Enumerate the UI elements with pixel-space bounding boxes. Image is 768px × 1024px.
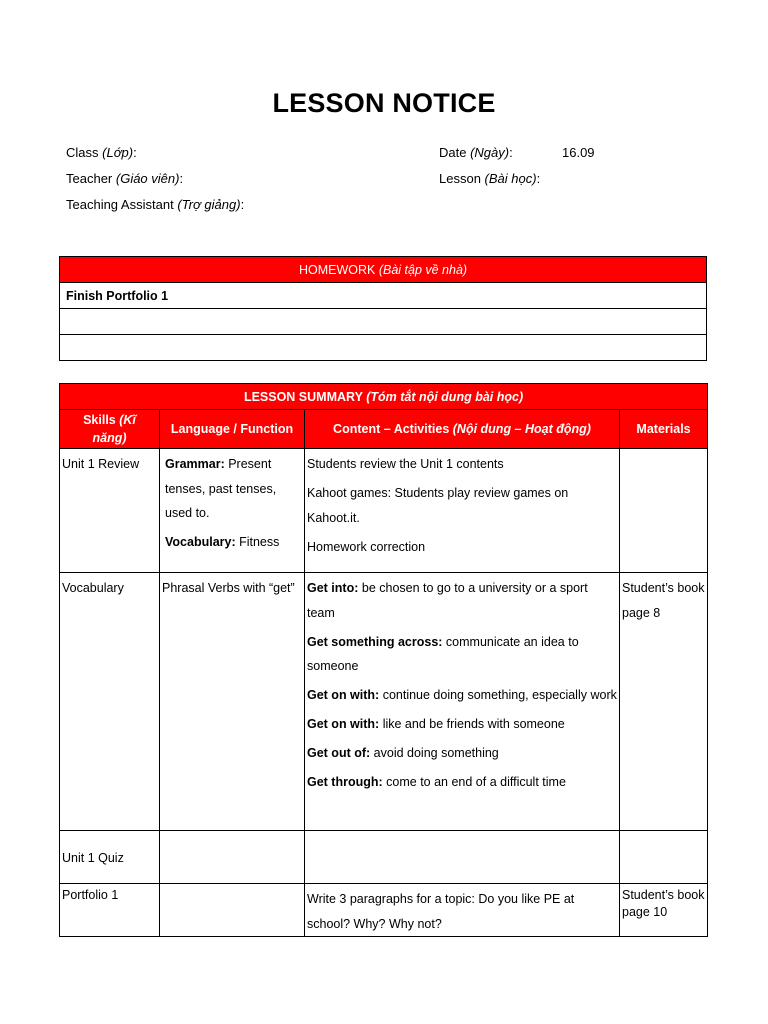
phrasal-verb-meaning: continue doing something, especially work: [379, 688, 617, 702]
skill-cell: Unit 1 Quiz: [60, 831, 160, 884]
class-label: Class: [66, 145, 99, 160]
colon: :: [133, 145, 137, 160]
skill-cell: Portfolio 1: [60, 884, 160, 937]
homework-row: [60, 309, 707, 335]
table-row: [60, 831, 708, 884]
lesson-summary-header-label-vi: (Tóm tắt nội dung bài học): [366, 389, 524, 404]
content-line: Kahoot games: Students play review games on Kahoot.it.: [307, 486, 569, 525]
phrasal-verb-meaning: avoid doing something: [370, 746, 499, 760]
homework-row: [60, 335, 707, 361]
teacher-label-vi: (Giáo viên): [115, 171, 180, 186]
language-term: Vocabulary:: [165, 535, 236, 549]
table-row: [60, 884, 708, 937]
language-term: Grammar:: [165, 457, 225, 471]
date-label: Date: [439, 145, 467, 160]
date-value: 16.09: [562, 145, 595, 160]
col-header-skills: [60, 410, 160, 449]
materials-cell: [620, 831, 708, 884]
date-label-vi: (Ngày): [470, 145, 510, 160]
phrasal-verb: Get on with:: [307, 717, 380, 731]
phrasal-verb-meaning: be chosen to go to a university or a sport team: [307, 581, 588, 620]
content-line: [307, 683, 617, 708]
ta-label-vi: (Trợ giảng): [177, 197, 241, 212]
homework-table: [59, 256, 707, 361]
content-line: [307, 630, 617, 679]
content-line: Students review the Unit 1 contents: [307, 457, 504, 471]
page-title: LESSON NOTICE: [272, 88, 496, 118]
content-cell: [305, 573, 620, 831]
teacher-label: Teacher: [66, 171, 113, 186]
content-cell: [305, 449, 620, 573]
col-header-language: Language / Function: [160, 410, 305, 449]
content-line: [307, 770, 617, 795]
colon: :: [536, 171, 541, 186]
lesson-label: Lesson: [439, 171, 481, 186]
phrasal-verb: Get through:: [307, 775, 383, 789]
phrasal-verb-meaning: like and be friends with someone: [379, 717, 565, 731]
skill-cell: Vocabulary: [60, 573, 160, 831]
skill-cell: Unit 1 Review: [60, 449, 160, 573]
class-label-vi: (Lớp): [102, 145, 134, 160]
colon: :: [240, 197, 245, 212]
homework-header-label: HOMEWORK: [298, 262, 376, 277]
skills-label: Skills: [83, 413, 116, 427]
col-header-content: [305, 410, 620, 449]
phrasal-verb-meaning: communicate an idea to someone: [307, 634, 579, 673]
content-label: Content – Activities: [333, 422, 450, 436]
content-line: [307, 576, 617, 625]
homework-header: [60, 257, 707, 283]
phrasal-verb: Get into:: [307, 581, 359, 595]
language-line: [162, 452, 302, 526]
phrasal-verb: Get out of:: [307, 746, 371, 760]
content-line: [307, 712, 617, 737]
ta-field: [66, 197, 244, 212]
date-field: [439, 145, 513, 160]
phrasal-verb: Get on with:: [307, 688, 380, 702]
materials-cell: Student’s book page 10: [620, 884, 708, 937]
phrasal-verb-meaning: come to an end of a difficult time: [382, 775, 566, 789]
language-text: Fitness: [235, 535, 280, 549]
materials-cell: Student’s book page 8: [620, 573, 708, 831]
language-text: Present tenses, past tenses, used to.: [165, 457, 277, 520]
content-cell: [305, 831, 620, 884]
homework-header-label-vi: (Bài tập về nhà): [378, 262, 468, 277]
content-cell: Write 3 paragraphs for a topic: Do you like PE at school? Why? Why not?: [305, 884, 620, 937]
lesson-summary-table: [59, 383, 708, 937]
lesson-field: [439, 171, 540, 186]
table-row: [60, 573, 708, 831]
table-row: [60, 449, 708, 573]
content-line: [307, 741, 617, 766]
materials-cell: [620, 449, 708, 573]
col-header-materials: Materials: [620, 410, 708, 449]
language-line: [162, 530, 302, 555]
phrasal-verb: Get something across:: [307, 634, 443, 649]
lesson-summary-header-label: LESSON SUMMARY: [243, 389, 363, 404]
language-cell: [160, 831, 305, 884]
content-label-vi: (Nội dung – Hoạt động): [452, 422, 591, 436]
colon: :: [509, 145, 513, 160]
class-field: [66, 145, 137, 160]
language-cell: Phrasal Verbs with “get”: [160, 573, 305, 831]
language-cell: [160, 884, 305, 937]
content-line: Homework correction: [307, 539, 426, 554]
teacher-field: [66, 171, 183, 186]
lesson-label-vi: (Bài học): [484, 171, 537, 186]
homework-row: Finish Portfolio 1: [60, 283, 707, 309]
colon: :: [179, 171, 184, 186]
lesson-summary-header: [60, 384, 708, 410]
ta-label: Teaching Assistant: [66, 197, 174, 212]
skills-label-vi: (Kĩ năng): [92, 413, 136, 445]
language-cell: [160, 449, 305, 573]
